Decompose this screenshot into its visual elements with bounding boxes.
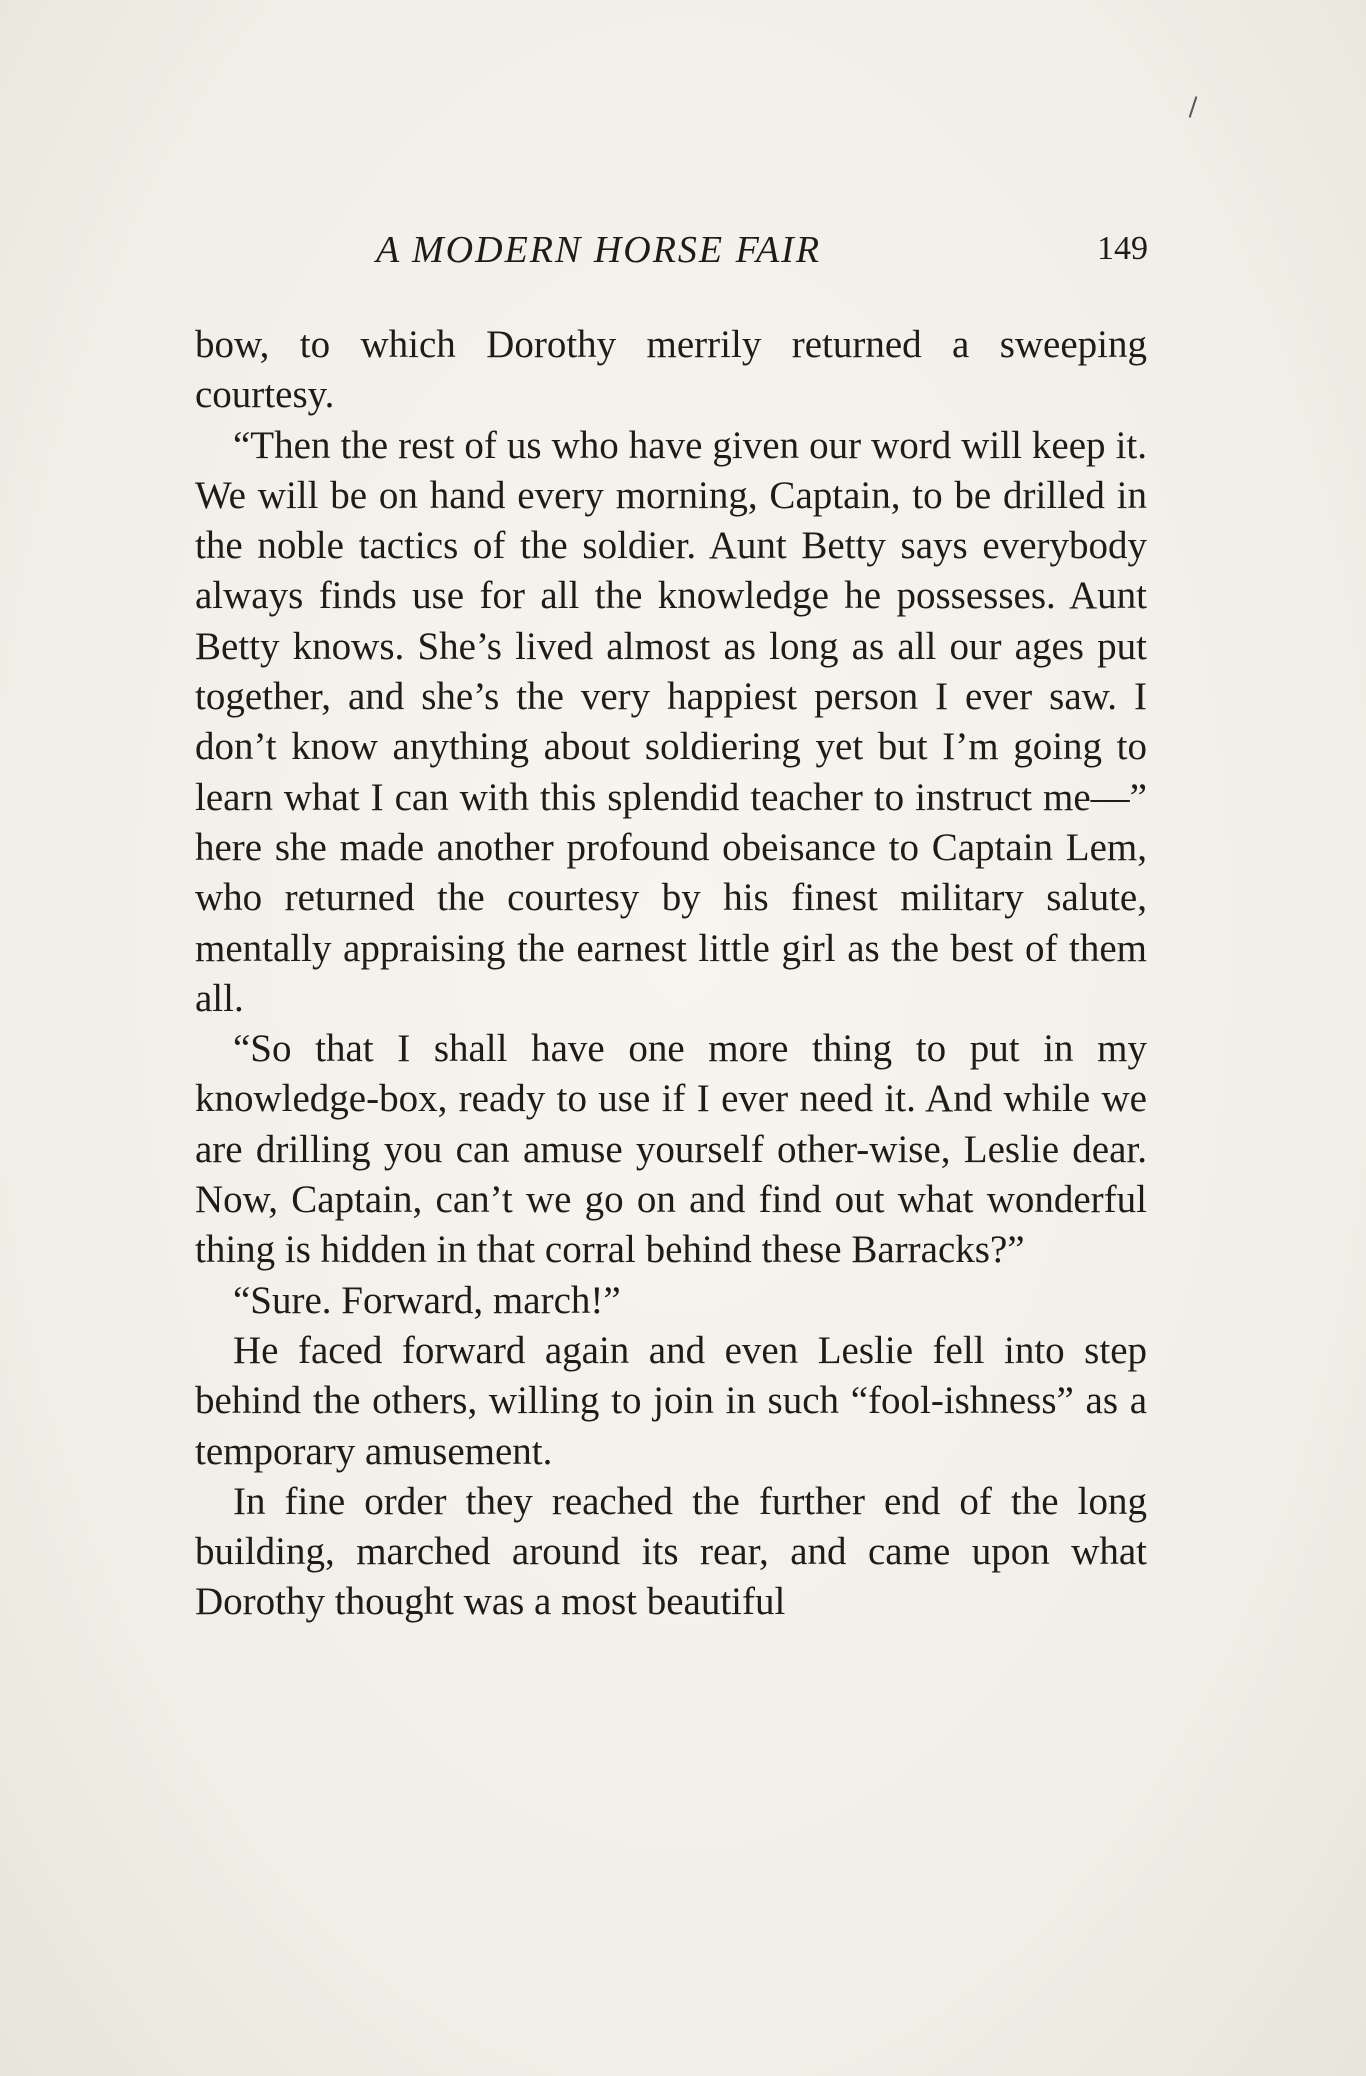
paragraph: He faced forward again and even Leslie fell into step behind the others, willing to join in such “fool-ishness” as a temporary amusement. [195, 1328, 1147, 1473]
stray-ink-mark [1189, 96, 1198, 118]
running-title: A MODERN HORSE FAIR [376, 229, 822, 271]
paragraph: In fine order they reached the further end of the long building, marched around its rear, and came upon what Dorothy thought was a most beautiful [195, 1479, 1147, 1624]
paragraph: “Sure. Forward, march!” [233, 1278, 621, 1322]
paragraph: bow, to which Dorothy merrily returned a sweeping courtesy. [195, 323, 1147, 417]
body-text [195, 320, 1147, 1628]
paragraph: “So that I shall have one more thing to put in my knowledge-box, ready to use if I ever need it. And while we are drilling you can amuse yourself other-wise, Leslie dear. Now, Captain, can’t we go on and find out what wonderful thing is hidden in that corral behind these Barracks?” [195, 1027, 1147, 1272]
paragraph: “Then the rest of us who have given our word will keep it. We will be on hand every morning, Captain, to be drilled in the noble tactics of the soldier. Aunt Betty says everybody always finds use for all the knowledge he possesses. Aunt Betty knows. She’s lived almost as long as all our ages put together, and she’s the very happiest person I ever saw. I don’t know anything about soldiering yet but I’m going to learn what I can with this splendid teacher to instruct me—” here she made another profound obeisance to Captain Lem, who returned the courtesy by his finest military salute, mentally appraising the earnest little girl as the best of them all. [195, 423, 1147, 1020]
page-number: 149 [1097, 230, 1148, 267]
running-header [196, 228, 1148, 280]
